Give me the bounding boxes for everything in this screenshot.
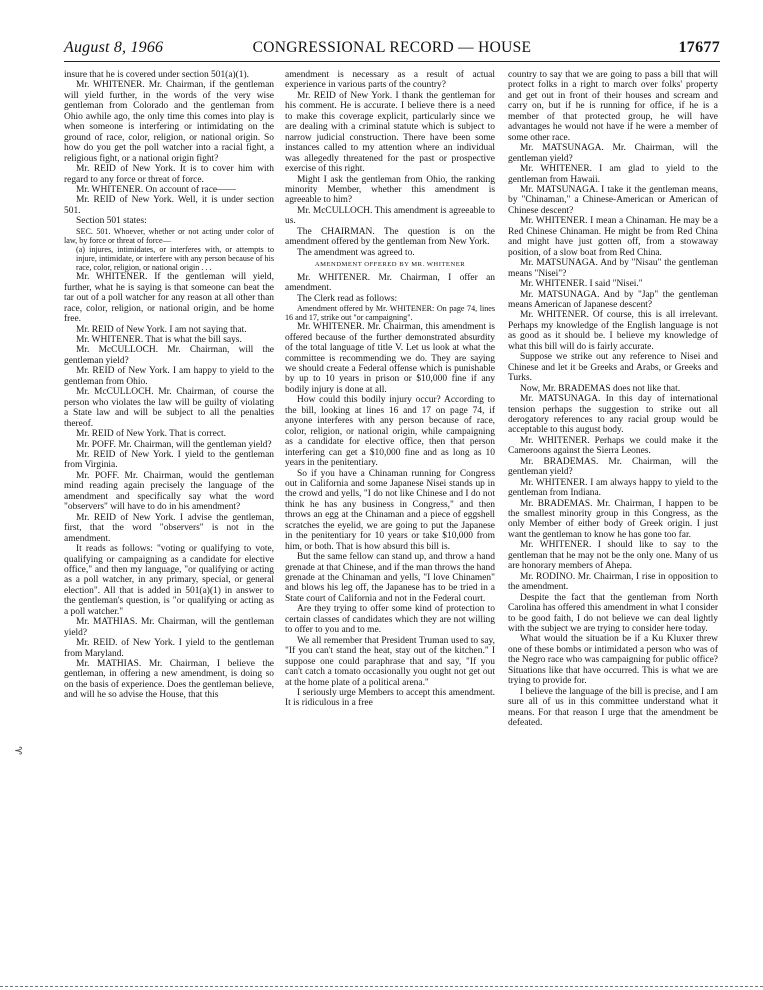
paragraph: Mr. POFF. Mr. Chairman, will the gentleman yield? [76,439,272,450]
header-title: CONGRESSIONAL RECORD — HOUSE [252,39,532,56]
margin-mark: ⊰ [14,745,24,757]
paragraph: Might I ask the gentleman from Ohio, the ranking minority Member, whether this amendment is agreeable to him? [285,174,495,206]
paragraph: So if you have a Chinaman running for Congress out in California and some Japanese Nisei stands up in the crowd and yells, "I do not like Chinese and I do not think he has any business in Congress," and then throws an egg at the Chinaman and a piece of eggshell scratches the eyelid, we are going to put the Japanese in the penitentiary for 10 years or take $10,000 from him, or both. That is how absurd this bill is. [285,468,495,552]
text-column-1 [64,70,274,982]
bottom-rule [0,986,763,987]
paragraph: How could this bodily injury occur? According to the bill, looking at lines 16 and 17 on page 74, if anyone interferes with any person because of race, color, religion, or national origin, while campaigning as a candidate for elective office, then that person interfering can get a $10,000 fine and as long as 10 years in the penitentiary. [285,395,495,469]
paragraph: Mr. MATSUNAGA. I take it the gentleman means, by "Chinaman," a Chinese-American or American of Chinese descent? [508,184,718,216]
paragraph: Mr. POFF. Mr. Chairman, would the gentleman mind reading again precisely the language of the amendment and specifically say what the word "observers" will have to do in his amendment? [64,470,274,513]
paragraph: Mr. WHITENER. I am glad to yield to the gentleman from Hawaii. [508,164,718,185]
paragraph: Mr. RODINO. Mr. Chairman, I rise in opposition to the amendment. [508,571,718,593]
paragraph: Now, Mr. BRADEMAS does not like that. [520,383,681,394]
paragraph: Mr. BRADEMAS. Mr. Chairman, I happen to be the smallest minority group in this Congress, as the only Member of either body of Greek origin. I just want the gentleman to know he has gone too far. [508,498,718,540]
paragraph: But the same fellow can stand up, and throw a hand grenade at that Chinese, and if the man throws the hand grenade at the Chinaman and yells, "I love Chinamen" and blows his leg off, the Japanese has to be tried in a State court of California and not in the Federal court. [285,552,495,604]
paragraph: Mr. WHITENER. Mr. Chairman, this amendment is offered because of the further demonstrated absurdity of the total language of title V. Let us look at what the committee is recommending we do. They are saying we should create a Federal offense which is punishable by up to 10 years in prison or $10,000 fine if any bodily injury is done at all. [285,322,495,395]
paragraph: Mr. WHITENER. Perhaps we could make it the Cameroons against the Sierra Leones. [508,435,718,457]
paragraph: Mr. MATHIAS. Mr. Chairman, will the gentleman yield? [64,617,274,638]
paragraph: Mr. BRADEMAS. Mr. Chairman, will the gentleman yield? [508,456,718,478]
paragraph: Mr. MATSUNAGA. Mr. Chairman, will the gentleman yield? [508,143,718,164]
paragraph: Mr. REID of New York. It is to cover him with regard to any force or threat of force. [64,164,274,185]
paragraph: Mr. WHITENER. I am always happy to yield to the gentleman from Indiana. [508,477,718,499]
paragraph: We all remember that President Truman used to say, "If you can't stand the heat, stay out of the kitchen." I suppose one could paraphrase that and say, "If you can't catch a tomato occasionally you ought not get out at the home plate of a political arena." [285,635,495,688]
text-column-2 [285,70,495,982]
paragraph: What would the situation be if a Ku Kluxer threw one of these bombs or intimidated a person who was of the Negro race who was campaigning for public office? Situations like that have occurred. This is what we are trying to provide for. [508,634,718,687]
paragraph: Despite the fact that the gentleman from North Carolina has offered this amendment in what I consider to be good faith, I do not believe we can deal lightly with the subject we are trying to consider here today. [508,592,718,635]
paragraph: Mr. WHITENER. I mean a Chinaman. He may be a Red Chinese Chinaman. He might be from Red China and might have just gotten off, from a stowaway position, of a slow boat from Red China. [508,216,718,258]
paragraph: insure that he is covered under section 501(a)(1). [64,70,250,80]
paragraph: The Clerk read as follows: [297,293,398,304]
paragraph: Mr. MATSUNAGA. In this day of international tension perhaps the suggestion to strike out all derogatory references to any racial group would be acceptable to this august body. [508,394,718,436]
page-header [64,39,720,62]
paragraph: Mr. McCULLOCH. Mr. Chairman, of course the person who violates the law will be guilty of violating a State law and will be subject to all the penalties thereof. [64,387,274,429]
paragraph: Mr. REID. of New York. I yield to the gentleman from Maryland. [64,638,274,659]
quoted-text: Amendment offered by Mr. WHITENER: On page 74, lines 16 and 17, strike out "or campaigning". [285,303,495,323]
paragraph: Mr. REID of New York. I yield to the gentleman from Virginia. [64,449,274,471]
paragraph: Mr. REID of New York. I am happy to yield to the gentleman from Ohio. [64,366,274,387]
paragraph: Mr. REID of New York. I thank the gentleman for his comment. He is accurate. I believe there is a need to make this coverage explicit, particularly since we are dealing with a criminal statute which is subject to narrow judicial construction. There have been some instances called to my attention where an individual was allegedly threatened for the past or prospective exercise of this right. [285,90,495,175]
paragraph: The CHAIRMAN. The question is on the amendment offered by the gentleman from New York. [285,226,495,248]
paragraph: Mr. REID of New York. I advise the gentleman, first, that the word "observers" is not in the amendment. [64,512,274,544]
quoted-text: (a) injures, intimidates, or interferes with, or attempts to injure, intimidate, or interfere with any person because of his race, color, religion, or national origin . . . [76,244,274,273]
quoted-text: SEC. 501. Whoever, whether or not acting under color of law, by force or threat of force— [64,226,274,245]
paragraph: I seriously urge Members to accept this amendment. It is ridiculous in a free [285,688,495,709]
paragraph: Suppose we strike out any reference to Nisei and Chinese and let it be Greeks and Arabs, or Greeks and Turks. [508,352,718,384]
paragraph: Mr. WHITENER. I should like to say to the gentleman that he may not be the only one. Many of us are honorary members of Ahepa. [508,540,718,572]
paragraph: The amendment was agreed to. [297,247,415,258]
paragraph: I believe the language of the bill is precise, and I am sure all of us in this committee understand what it means. For that reason I urge that the amendment be defeated. [508,686,718,729]
paragraph: Mr. WHITENER. Of course, this is all irrelevant. Perhaps my knowledge of the English language is not as good as it should be. I believe my knowledge of what this bill will do is fairly accurate. [508,310,718,352]
paragraph: It reads as follows: "voting or qualifying to vote, qualifying or campaigning as a candidate for elective office," and then my language, "or qualifying or acting as a poll watcher, in any primary, special, or general election". All that is added in 501(a)(1) in answer to the gentleman's question, is "or qualifying or acting as a poll watcher." [64,544,274,617]
header-date: August 8, 1966 [64,39,164,56]
paragraph: Mr. WHITENER. On account of race—— [76,184,236,195]
paragraph: country to say that we are going to pass a bill that will protect folks in a right to march over folks' property and get out in front of their houses and scream and carry on, but if he is running for office, if he is a member of that protected group, he will have advantages he would not have if he were a member of some other race. [508,70,718,143]
header-page-number: 17677 [678,39,720,56]
paragraph: Mr. WHITENER. I said "Nisei." [520,279,643,290]
paragraph: Mr. MATSUNAGA. And by "Jap" the gentleman means American of Japanese descent? [508,289,718,310]
paragraph: Mr. REID of New York. Well, it is under section 501. [64,195,274,216]
paragraph: Are they trying to offer some kind of protection to certain classes of candidates which they are not willing to offer to you and to me. [285,604,495,636]
paragraph: Mr. REID of New York. I am not saying that. [76,324,247,335]
paragraph: Section 501 states: [76,216,147,227]
paragraph: Mr. REID of New York. That is correct. [76,429,227,440]
paragraph: Mr. WHITENER. If the gentleman will yield, further, what he is saying is that someone can beat the tar out of a poll watcher for any reason at all other than race, color, religion, or national origin, and be home free. [64,272,274,325]
paragraph: amendment is necessary as a result of actual experience in various parts of the country? [285,70,495,91]
section-heading: AMENDMENT OFFERED BY MR. WHITENER [314,261,466,269]
text-column-3 [508,70,718,982]
paragraph: Mr. WHITENER. Mr. Chairman, if the gentleman will yield further, in the words of the very wise gentleman from Colorado and the gentleman from Ohio awhile ago, the only time this comes into play is when someone is interfering or intimidating on the ground of race, color, religion, or national origin. So how do you get the poll watcher into a racial fight, a religious fight, or a national origin fight? [64,80,274,164]
paragraph: Mr. McCULLOCH. This amendment is agreeable to us. [285,205,495,227]
paragraph: Mr. WHITENER. Mr. Chairman, I offer an amendment. [285,272,495,294]
paragraph: Mr. McCULLOCH. Mr. Chairman, will the gentleman yield? [64,345,274,366]
paragraph: Mr. MATSUNAGA. And by "Nisau" the gentleman means "Nisei"? [508,258,718,279]
paragraph: Mr. MATHIAS. Mr. Chairman, I believe the gentleman, in offering a new amendment, is doing so on the basis of experience. Does the gentleman believe, and will he so advise the House, that this [64,659,274,701]
paragraph: Mr. WHITENER. That is what the bill says. [76,334,242,345]
